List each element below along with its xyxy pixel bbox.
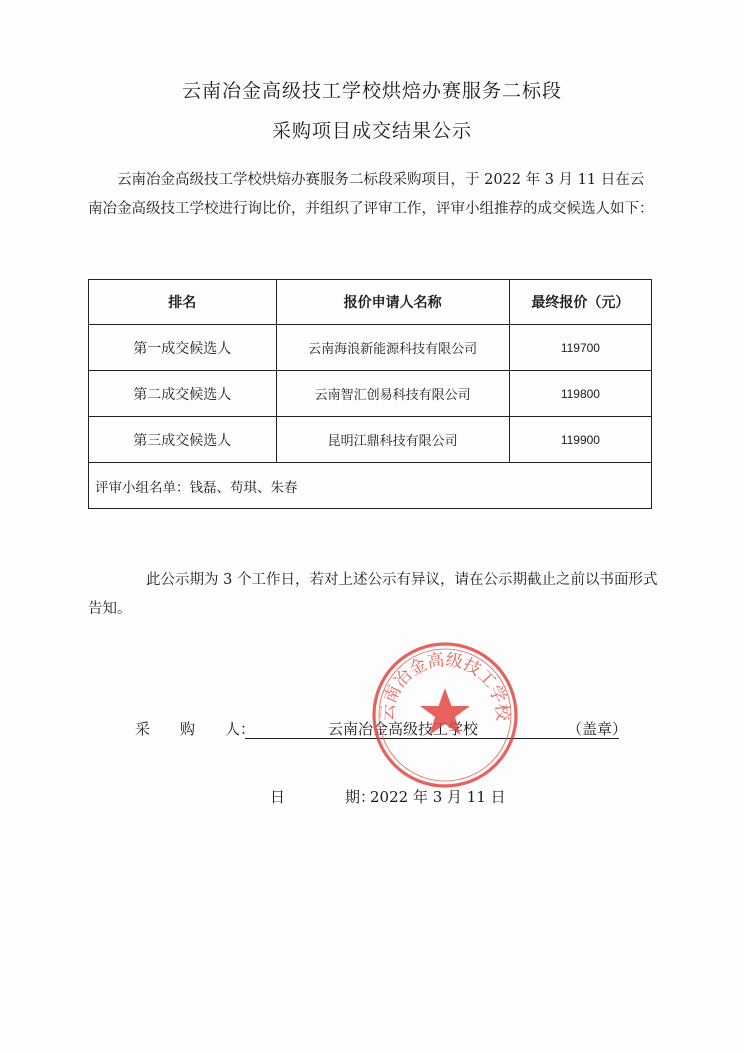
- header-rank: 排名: [89, 280, 277, 325]
- title-line-2: 采购项目成交结果公示: [271, 120, 472, 142]
- rank-cell: 第三成交候选人: [89, 417, 277, 463]
- rank-cell: 第二成交候选人: [89, 371, 277, 417]
- purchaser-name: 云南冶金高级技工学校: [328, 720, 479, 738]
- price-cell: 119800: [509, 371, 651, 417]
- results-table: [88, 279, 652, 509]
- header-price: 最终报价（元）: [509, 280, 651, 325]
- applicant-cell: 昆明江鼎科技有限公司: [276, 417, 509, 463]
- price-cell: 119900: [509, 417, 651, 463]
- review-panel-list: 评审小组名单：钱磊、苟琪、朱春: [89, 463, 652, 509]
- table-header-row: [89, 280, 652, 325]
- header-applicant: 报价申请人名称: [276, 280, 509, 325]
- purchaser-label: 采 购 人：: [135, 720, 256, 738]
- rank-cell: 第一成交候选人: [89, 325, 277, 371]
- intro-paragraph: 云南冶金高级技工学校烘焙办赛服务二标段采购项目，于 2022 年 3 月 11 日在云南冶金高级技工学校进行询比价，并组织了评审工作，评审小组推荐的成交候选人如下：: [88, 172, 654, 217]
- applicant-cell: 云南海浪新能源科技有限公司: [276, 325, 509, 371]
- table-row: [89, 325, 652, 371]
- price-cell: 119700: [509, 325, 651, 371]
- seal-note: （盖章）: [567, 720, 628, 738]
- panel-row: [89, 463, 652, 509]
- official-seal-stamp: [370, 640, 520, 790]
- notice-paragraph: 此公示期为 3 个工作日，若对上述公示有异议，请在公示期截止之前以书面形式告知。: [88, 572, 658, 617]
- date-label: 日 期：: [270, 788, 376, 806]
- title-line-1: 云南冶金高级技工学校烘焙办赛服务二标段: [181, 80, 562, 102]
- seal-star-icon: [420, 688, 470, 735]
- table-row: [89, 417, 652, 463]
- applicant-cell: 云南智汇创易科技有限公司: [276, 371, 509, 417]
- table-row: [89, 371, 652, 417]
- date-value: 2022 年 3 月 11 日: [370, 788, 506, 806]
- seal-text: 云南冶金高级技工学校: [377, 650, 513, 722]
